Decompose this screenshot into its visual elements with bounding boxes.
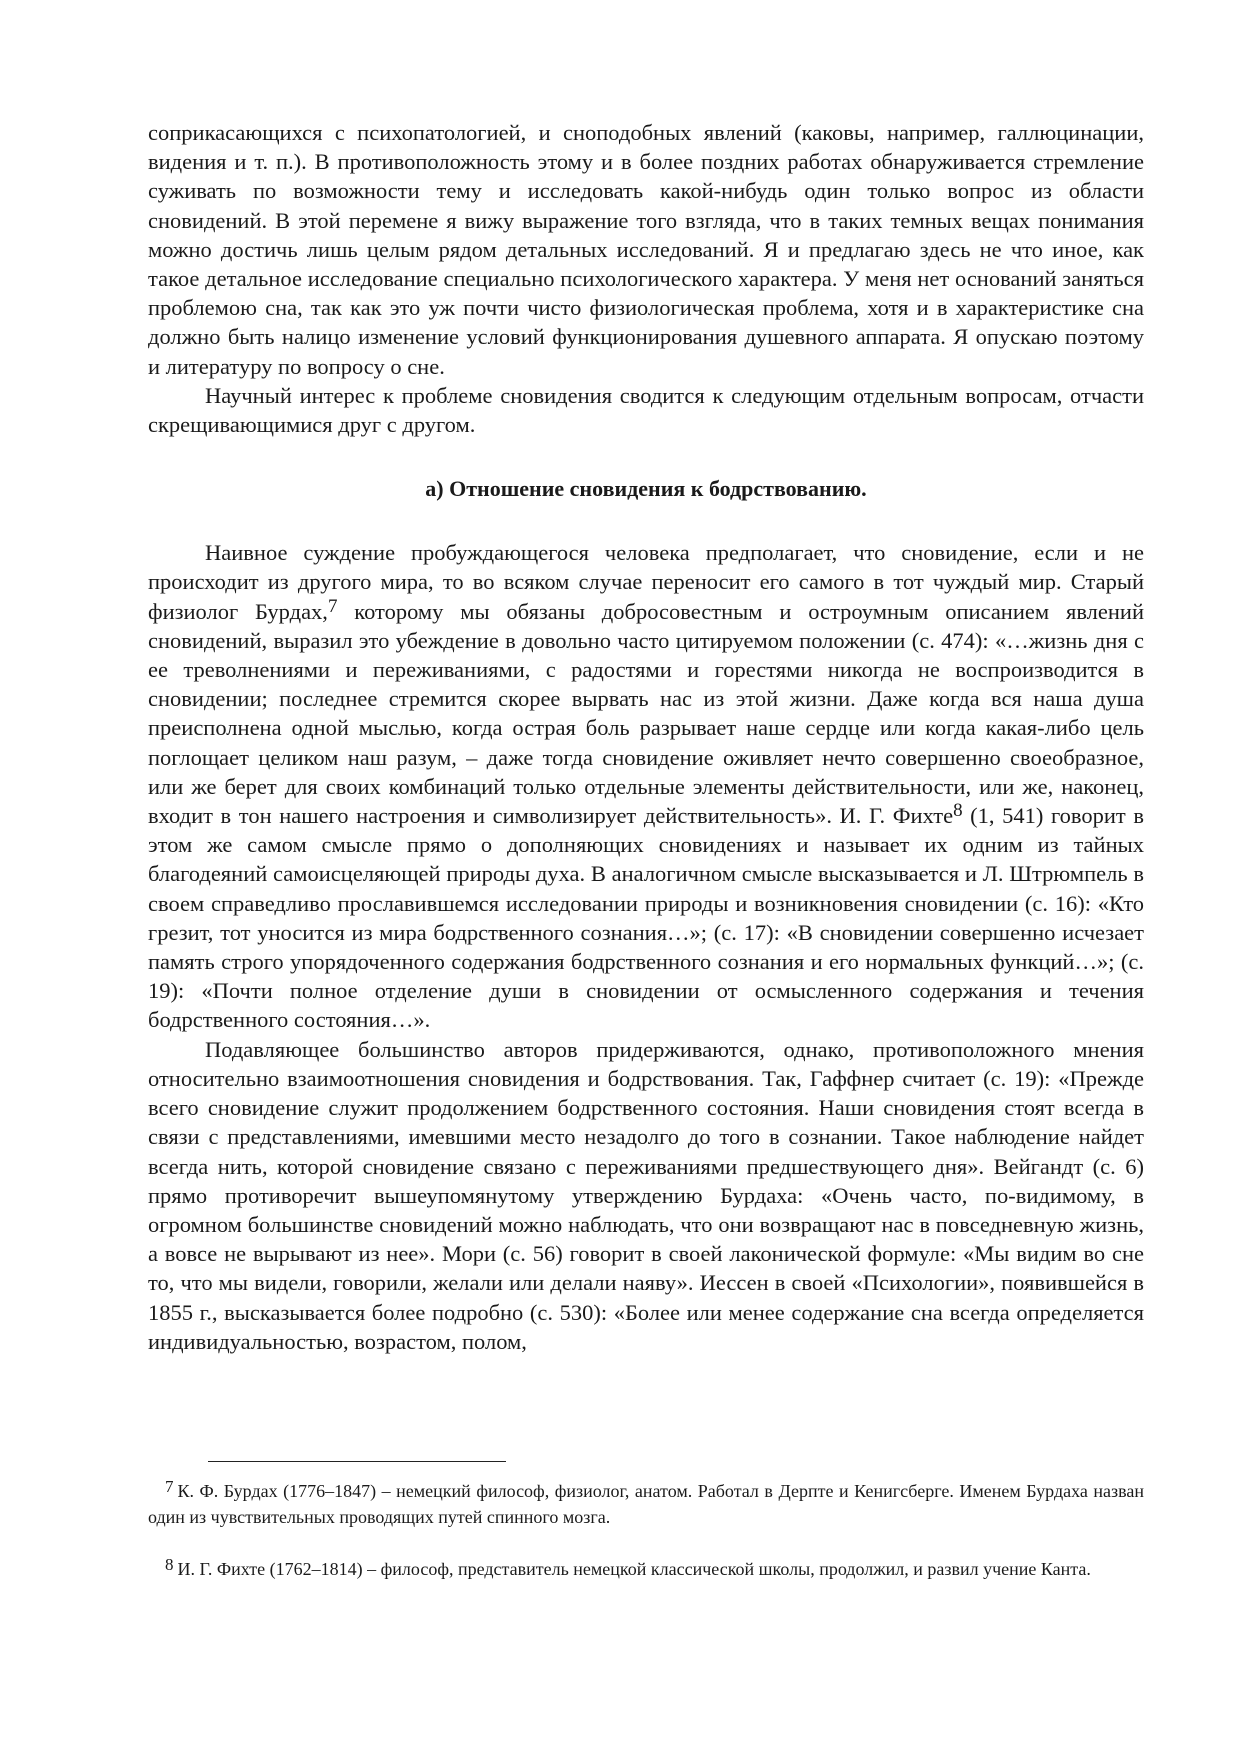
footnote-text: И. Г. Фихте (1762–1814) – философ, представитель немецкой классической школы, продолжил, и развил учение Канта. — [177, 1559, 1091, 1579]
paragraph-3-part-b: которому мы обязаны добросовестным и остроумным описанием явлений сновидений, выразил это убеждение в довольно часто цитируемом положении (с. 474): «…жизнь дня с ее треволнениями и переживаниями, с радостями и горестями никогда не воспроизводится в сновидении; последнее стремится скорее вырвать нас из этой жизни. Даже когда вся наша душа преисполнена одной мыслью, когда острая боль разрывает наше сердце или когда какая-либо цель поглощает целиком наш разум, – даже тогда сновидение оживляет нечто совершенно своеобразное, или же берет для своих комбинаций только отдельные элементы действительности, или же, наконец, входит в тон нашего настроения и символизирует действительность». И. Г. Фихте — [148, 598, 1144, 829]
footnote-number: 7 — [165, 1477, 174, 1496]
paragraph-3 — [148, 538, 1144, 1034]
paragraph-3-part-c: (1, 541) говорит в этом же самом смысле прямо о дополняющих сновидениях и называет их одним из тайных благодеяний самоисцеляющей природы духа. В аналогичном смысле высказывается и Л. Штрюмпель в своем справедливо прославившемся исследовании природы и возникновения сновидении (с. 16): «Кто грезит, тот уносится из мира бодрственного сознания…»; (с. 17): «В сновидении совершенно исчезает память строго упорядоченного содержания бодрственного сознания и его нормальных функций…»; (с. 19): «Почти полное отделение души в сновидении от осмысленного содержания и течения бодрственного состояния…». — [148, 803, 1144, 1033]
footnote-ref-8[interactable]: 8 — [953, 800, 963, 822]
footnote-8 — [148, 1556, 1144, 1582]
page-body — [148, 118, 1144, 1356]
footnotes — [148, 1478, 1144, 1582]
paragraph-1: соприкасающихся с психопатологией, и сноподобных явлений (каковы, например, галлюцинации, видения и т. п.). В противоположность этому и в более поздних работах обнаруживается стремление суживать по возможности тему и исследовать какой-нибудь один только вопрос из области сновидений. В этой перемене я вижу выражение того взгляда, что в таких темных вещах понимания можно достичь лишь целым рядом детальных исследований. Я и предлагаю здесь не что иное, как такое детальное исследование специально психологического характера. У меня нет оснований заняться проблемою сна, так как это уж почти чисто физиологическая проблема, хотя и в характеристике сна должно быть налицо изменение условий функционирования душевного аппарата. Я опускаю поэтому и литературу по вопросу о сне. — [148, 120, 1144, 379]
footnote-text: К. Ф. Бурдах (1776–1847) – немецкий философ, физиолог, анатом. Работал в Дерпте и Кенигсберге. Именем Бурдаха назван один из чувствительных проводящих путей спинного мозга. — [148, 1481, 1144, 1527]
footnote-7 — [148, 1478, 1144, 1530]
section-heading: а) Отношение сновидения к бодрствованию. — [425, 476, 867, 502]
paragraph-3-part-a: Наивное суждение пробуждающегося человека предполагает, что сновидение, если и не происходит из другого мира, то во всяком случае переносит его самого в тот чуждый мир. Старый физиолог Бурдах, — [148, 540, 1144, 624]
footnote-ref-7[interactable]: 7 — [327, 595, 338, 617]
footnote-number: 8 — [165, 1555, 174, 1574]
paragraph-4: Подавляющее большинство авторов придерживаются, однако, противоположного мнения относительно взаимоотношения сновидения и бодрствования. Так, Гаффнер считает (с. 19): «Прежде всего сновидение служит продолжением бодрственного состояния. Наши сновидения стоят всегда в связи с представлениями, имевшими место незадолго до того в сознании. Такое наблюдение найдет всегда нить, которой сновидение связано с переживаниями предшествующего дня». Вейгандт (с. 6) прямо противоречит вышеупомянутому утверждению Бурдаха: «Очень часто, по-видимому, в огромном большинстве сновидений можно наблюдать, что они возвращают нас в повседневную жизнь, а вовсе не вырывают из нее». Мори (с. 56) говорит в своей лаконической формуле: «Мы видим во сне то, что мы видели, говорили, желали или делали наяву». Иессен в своей «Психологии», появившейся в 1855 г., высказывается более подробно (с. 530): «Более или менее содержание сна всегда определяется индивидуальностью, возрастом, полом, — [148, 1036, 1144, 1354]
paragraph-2: Научный интерес к проблеме сновидения сводится к следующим отдельным вопросам, отчасти скрещивающимися друг с другом. — [148, 382, 1144, 438]
footnote-separator — [208, 1461, 506, 1462]
